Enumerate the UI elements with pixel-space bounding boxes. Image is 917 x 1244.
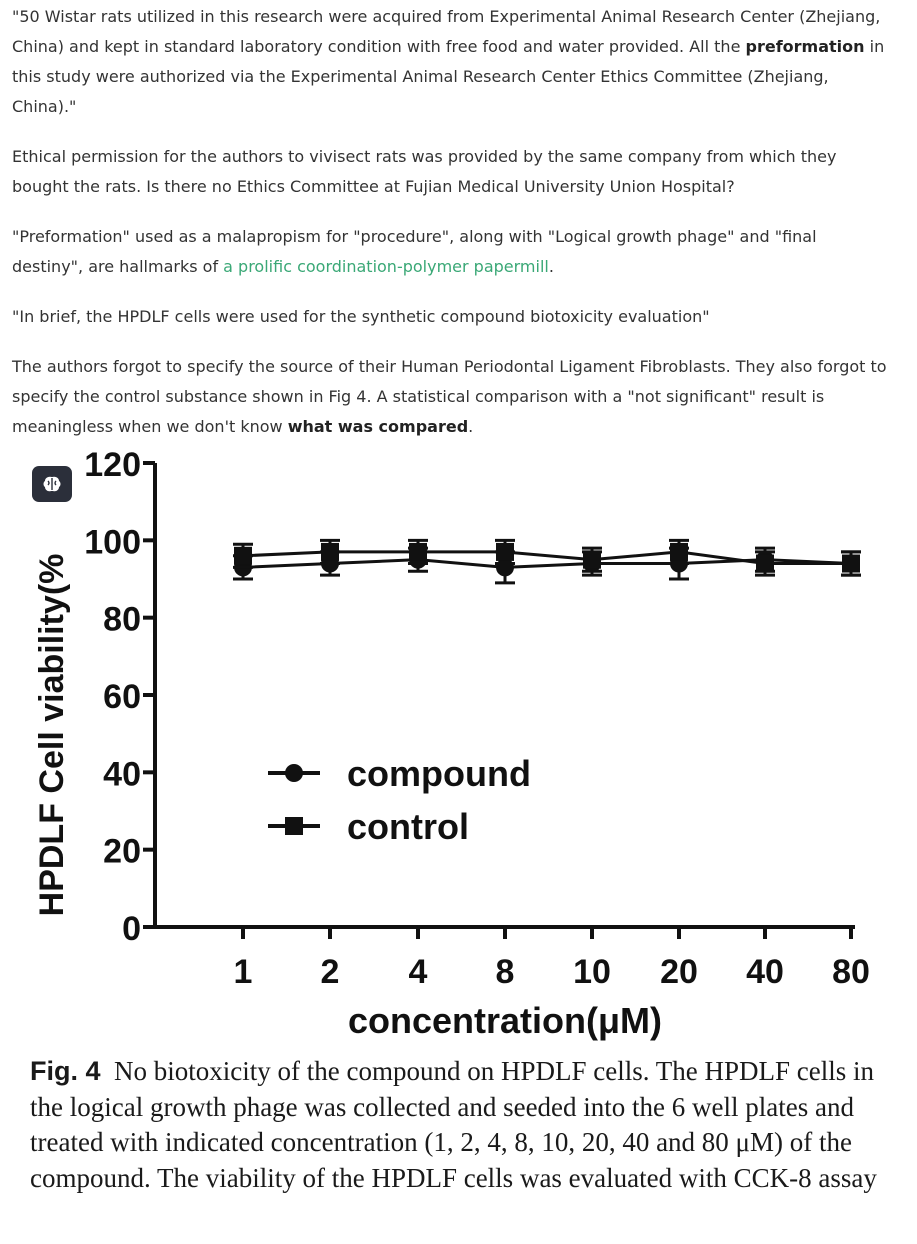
y-tick-label: 100 bbox=[84, 523, 141, 562]
y-axis-label: HPDLF Cell viability(% bbox=[33, 553, 71, 917]
x-tick-label: 80 bbox=[832, 953, 870, 991]
data-point-control bbox=[842, 555, 860, 573]
paragraph-malapropism bbox=[12, 222, 892, 282]
y-tick-label: 80 bbox=[103, 600, 141, 639]
paragraph-source-comment bbox=[12, 352, 892, 442]
paragraph-text: in this study were authorized via the Experimental Animal Research Center Ethics Committee (Zhejiang, China)." bbox=[12, 37, 885, 116]
figure-4 bbox=[0, 430, 917, 1244]
paragraph-quote-hpdlf: "In brief, the HPDLF cells were used for the synthetic compound biotoxicity evaluation" bbox=[12, 307, 710, 326]
legend-marker-compound bbox=[285, 764, 303, 782]
x-tick-label: 8 bbox=[495, 953, 515, 991]
viability-chart bbox=[0, 430, 917, 1050]
data-point-control bbox=[583, 551, 601, 569]
x-tick-label: 20 bbox=[660, 953, 698, 991]
x-tick-label: 10 bbox=[573, 953, 611, 991]
x-tick-label: 4 bbox=[408, 953, 428, 991]
paragraph-text: . bbox=[548, 257, 554, 276]
data-point-control bbox=[756, 555, 774, 573]
x-tick-label: 2 bbox=[320, 953, 340, 991]
article-text bbox=[12, 2, 892, 462]
y-tick-label: 0 bbox=[122, 910, 141, 948]
x-tick-label: 1 bbox=[233, 953, 253, 991]
y-tick-label: 60 bbox=[103, 678, 141, 716]
data-point-control bbox=[496, 543, 514, 561]
x-axis-label: concentration(μM) bbox=[347, 1000, 663, 1041]
data-point-control bbox=[409, 543, 427, 561]
paragraph-text: "Preformation" used as a malapropism for "procedure", along with "Logical growth phage" and "final destiny", are hallmarks of bbox=[12, 227, 817, 276]
legend-label-control: control bbox=[347, 806, 469, 847]
bold-text: what was compared bbox=[287, 417, 469, 436]
figure-caption bbox=[30, 1054, 890, 1196]
legend-label-compound: compound bbox=[347, 753, 531, 794]
paragraph-text: The authors forgot to specify the source of their Human Periodontal Ligament Fibroblasts. They also forgot to specify the control substance shown in Fig 4. A statistical comparison with a "not significant" result is meaningless when we don't know bbox=[12, 357, 887, 436]
brain-icon[interactable] bbox=[32, 466, 72, 502]
data-point-control bbox=[670, 543, 688, 561]
bold-text: preformation bbox=[745, 37, 865, 56]
data-point-control bbox=[234, 547, 252, 565]
paragraph-ethics-comment: Ethical permission for the authors to vivisect rats was provided by the same company from which they bought the rats. Is there no Ethics Committee at Fujian Medical University Union Hospital? bbox=[12, 147, 837, 196]
caption-text: No biotoxicity of the compound on HPDLF cells. The HPDLF cells in the logical growth phage was collected and seeded into the 6 well plates and treated with indicated concentration (1, 2, 4, 8, 10, 20, 40 and 80 μM) of the compound. The viability of the HPDLF cells was evaluated with CCK-8 assay bbox=[30, 1056, 877, 1193]
paragraph-text: . bbox=[468, 417, 474, 436]
y-tick-label: 20 bbox=[103, 832, 141, 871]
papermill-link[interactable]: a prolific coordination-polymer papermill bbox=[223, 257, 549, 276]
data-point-control bbox=[321, 543, 339, 561]
y-tick-label: 120 bbox=[84, 446, 141, 484]
figure-label: Fig. 4 bbox=[30, 1056, 101, 1086]
paragraph-text: "50 Wistar rats utilized in this research were acquired from Experimental Animal Research Center (Zhejiang, China) and kept in standard laboratory condition with free food and water provided. All the bbox=[12, 7, 881, 56]
paragraph-quote-ethics bbox=[12, 2, 892, 122]
legend-marker-control bbox=[285, 817, 303, 835]
x-tick-label: 40 bbox=[746, 953, 784, 991]
y-tick-label: 40 bbox=[103, 755, 141, 794]
